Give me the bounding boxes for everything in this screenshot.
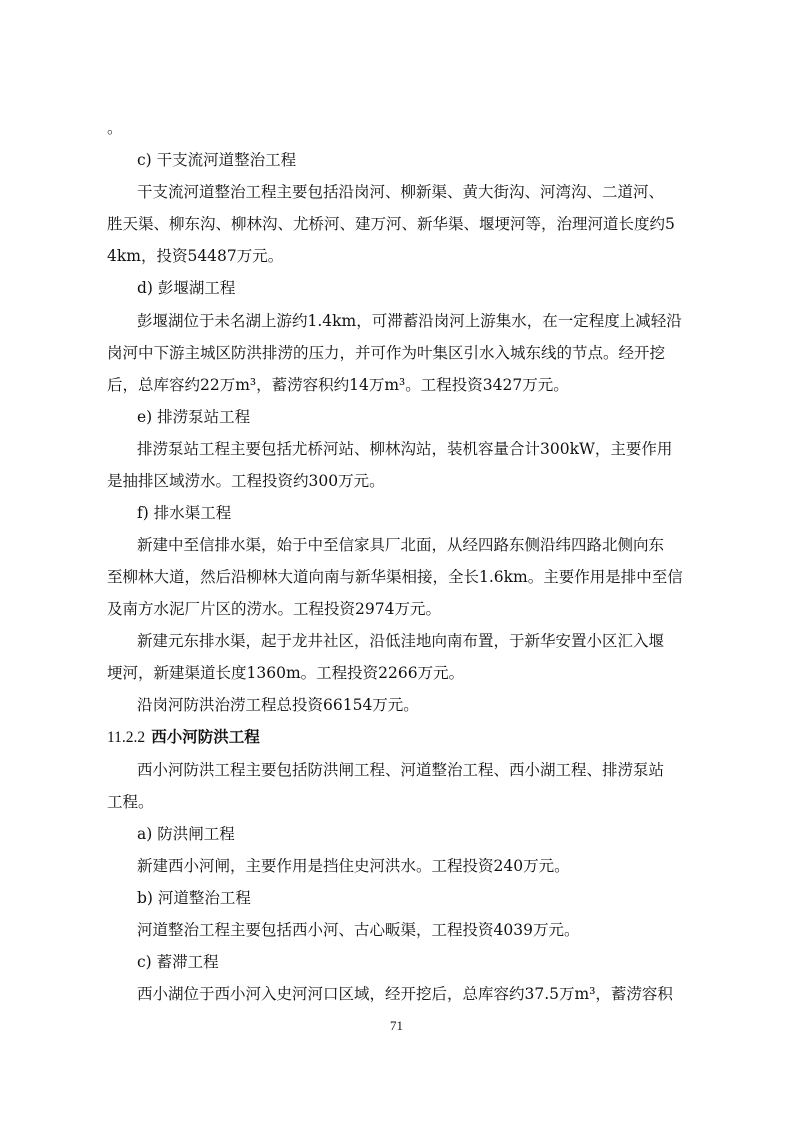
text-line: 。: [107, 119, 123, 137]
paragraph-line: 河道整治工程主要包括西小河、古心畈渠，工程投资4039万元。: [137, 921, 580, 939]
paragraph-line: 沿岗河防洪治涝工程总投资66154万元。: [137, 696, 419, 714]
paragraph-line: 西小河防洪工程主要包括防洪闸工程、河道整治工程、西小湖工程、排涝泵站: [137, 761, 665, 779]
subsection-heading-c: c) 干支流河道整治工程: [137, 151, 297, 169]
paragraph-line: 新建中至信排水渠，始于中至信家具厂北面，从经四路东侧沿纬四路北侧向东: [137, 536, 665, 554]
paragraph-line: 工程。: [107, 793, 154, 811]
paragraph-line: 及南方水泥厂片区的涝水。工程投资2974万元。: [107, 600, 441, 618]
section-heading: [107, 727, 260, 748]
subsection-heading-d: d) 彭堰湖工程: [137, 279, 236, 297]
paragraph-line: 新建元东排水渠，起于龙井社区，沿低洼地向南布置，于新华安置小区汇入堰: [137, 632, 665, 650]
paragraph-line: 后，总库容约22万m³，蓄涝容积约14万m³。工程投资3427万元。: [107, 376, 569, 394]
section-title: 西小河防洪工程: [151, 728, 260, 746]
paragraph-line: 4km，投资54487万元。: [107, 247, 284, 265]
subsection-heading-a: a) 防洪闸工程: [137, 825, 235, 843]
paragraph-line: 新建西小河闸，主要作用是挡住史河洪水。工程投资240万元。: [137, 857, 570, 875]
paragraph-line: 埂河，新建渠道长度1360m。工程投资2266万元。: [107, 664, 465, 682]
page-number: 71: [390, 1018, 403, 1033]
paragraph-line: 至柳林大道，然后沿柳林大道向南与新华渠相接，全长1.6km。主要作用是排中至信: [107, 568, 683, 586]
paragraph-line: 西小湖位于西小河入史河河口区域，经开挖后，总库容约37.5万m³，蓄涝容积: [137, 985, 673, 1003]
subsection-heading-c2: c) 蓄滞工程: [137, 953, 219, 971]
paragraph-line: 干支流河道整治工程主要包括沿岗河、柳新渠、黄大街沟、河湾沟、二道河、: [137, 183, 665, 201]
paragraph-line: 排涝泵站工程主要包括尤桥河站、柳林沟站，装机容量合计300kW，主要作用: [137, 440, 673, 458]
section-number: 11.2.2: [107, 729, 146, 746]
subsection-heading-f: f) 排水渠工程: [137, 504, 232, 522]
paragraph-line: 是抽排区域涝水。工程投资约300万元。: [107, 472, 385, 490]
paragraph-line: 胜天渠、柳东沟、柳林沟、尤桥河、建万河、新华渠、堰埂河等，治理河道长度约5: [107, 215, 675, 233]
paragraph-line: 彭堰湖位于未名湖上游约1.4km，可滞蓄沿岗河上游集水，在一定程度上减轻沿: [137, 312, 682, 330]
paragraph-line: 岗河中下游主城区防洪排涝的压力，并可作为叶集区引水入城东线的节点。经开挖: [107, 344, 666, 362]
subsection-heading-e: e) 排涝泵站工程: [137, 408, 251, 426]
subsection-heading-b: b) 河道整治工程: [137, 889, 251, 907]
